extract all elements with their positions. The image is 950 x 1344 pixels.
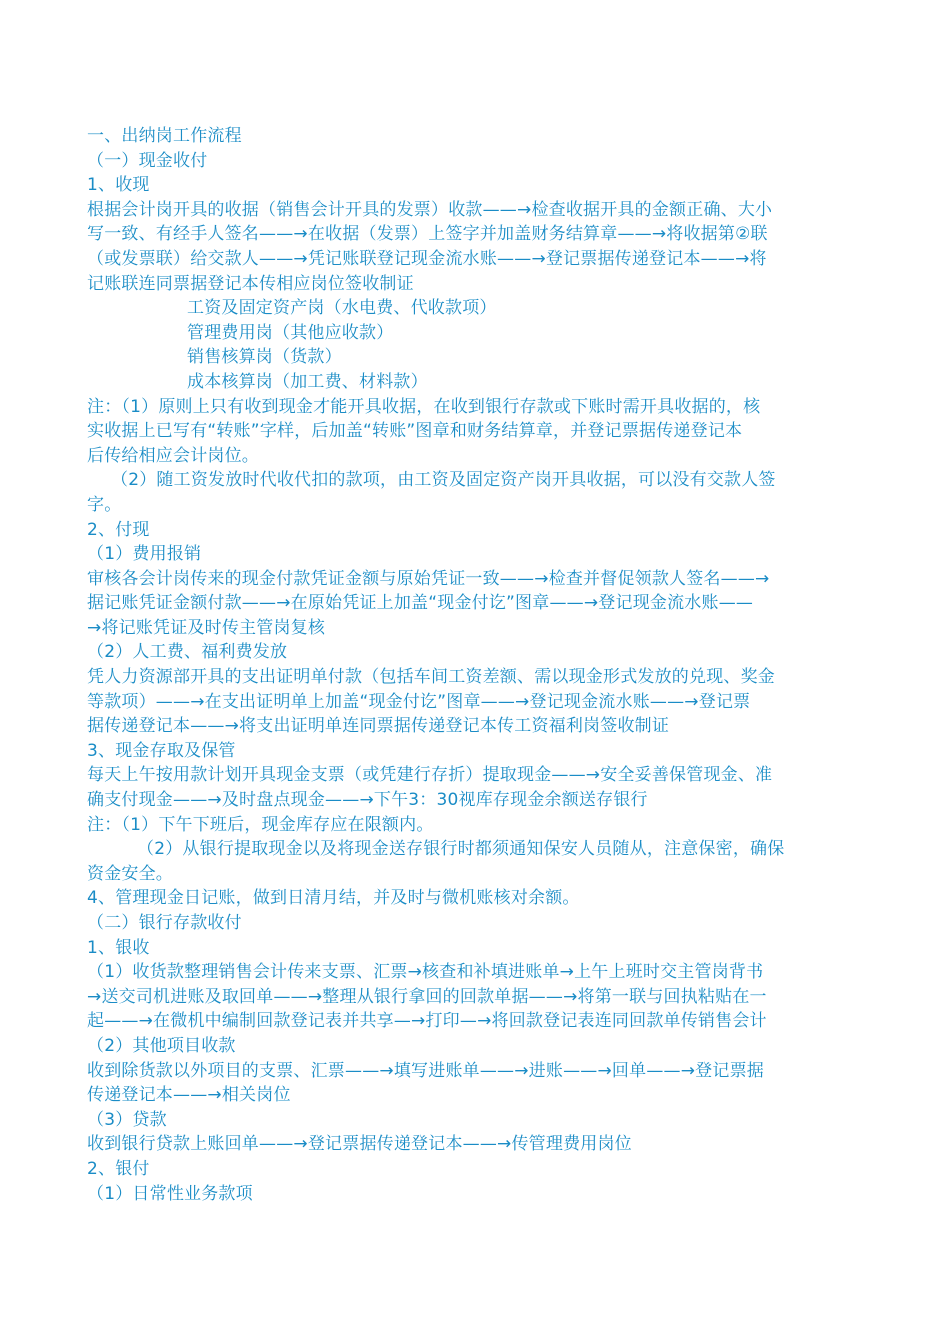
paragraph-line: 收到除货款以外项目的支票、汇票——→填写进账单——→进账——→回单——→登记票据 (87, 1060, 764, 1081)
paragraph-line: 凭人力资源部开具的支出证明单付款（包括车间工资差额、需以现金形式发放的兑现、奖金 (87, 667, 775, 688)
paragraph-line: 每天上午按用款计划开具现金支票（或凭建行存折）提取现金——→安全妥善保管现金、准 (87, 765, 773, 786)
paragraph-line: 据传递登记本——→将支出证明单连同票据传递登记本传工资福利岗签收制证 (87, 716, 670, 737)
subsection-heading: （二）银行存款收付 (87, 913, 242, 933)
item-heading: 2、银付 (87, 1158, 150, 1179)
paragraph-line: 等款项）——→在支出证明单上加盖“现金付讫”图章——→登记现金流水账——→登记票 (87, 691, 751, 712)
paragraph-line: 写一致、有经手人签名——→在收据（发票）上签字并加盖财务结算章——→将收据第②联 (87, 224, 768, 245)
item-heading: 2、付现 (87, 519, 150, 540)
post-list-item: 管理费用岗（其他应收款） (187, 322, 394, 343)
subitem-heading: （3）贷款 (87, 1109, 167, 1130)
post-list-item: 工资及固定资产岗（水电费、代收款项） (187, 298, 497, 319)
note-line: 资金安全。 (87, 863, 173, 884)
paragraph-line: 记账联连同票据登记本传相应岗位签收制证 (87, 273, 414, 294)
paragraph-line: →送交司机进账及取回单——→整理从银行拿回的回款单据——→将第一联与回执粘贴在一 (87, 986, 767, 1007)
post-list-item: 成本核算岗（加工费、材料款） (187, 371, 428, 392)
paragraph-line: 收到银行贷款上账回单——→登记票据传递登记本——→传管理费用岗位 (87, 1134, 632, 1155)
subitem-heading: （1）日常性业务款项 (87, 1183, 253, 1204)
paragraph-line: 据记账凭证金额付款——→在原始凭证上加盖“现金付讫”图章——→登记现金流水账—— (87, 593, 754, 614)
item-heading: 1、银收 (87, 937, 150, 958)
paragraph-line: （1）收货款整理销售会计传来支票、汇票→核查和补填进账单→上午上班时交主管岗背书 (87, 962, 764, 983)
subitem-heading: （2）人工费、福利费发放 (87, 642, 288, 663)
section-heading: 一、出纳岗工作流程 (87, 126, 242, 146)
note-line: 注：（1）原则上只有收到现金才能开具收据，在收到银行存款或下账时需开具收据的，核 (87, 396, 761, 417)
note-line: 注：（1）下午下班后，现金库存应在限额内。 (87, 814, 434, 835)
note-line: 后传给相应会计岗位。 (87, 445, 259, 466)
paragraph-line: 起——→在微机中编制回款登记表并共享—→打印—→将回款登记表连同回款单传销售会计 (87, 1011, 767, 1032)
paragraph-line: →将记账凭证及时传主管岗复核 (87, 617, 326, 638)
note-line: （2）随工资发放时代收代扣的款项，由工资及固定资产岗开具收据，可以没有交款人签 (111, 470, 776, 491)
item-heading: 3、现金存取及保管 (87, 740, 236, 761)
paragraph-line: 传递登记本——→相关岗位 (87, 1085, 291, 1106)
note-line: 实收据上已写有“转账”字样，后加盖“转账”图章和财务结算章，并登记票据传递登记本 (87, 421, 743, 442)
subitem-heading: （1）费用报销 (87, 544, 202, 565)
paragraph-line: 审核各会计岗传来的现金付款凭证金额与原始凭证一致——→检查并督促领款人签名——→ (87, 568, 770, 589)
note-line: 字。 (87, 494, 122, 515)
item-heading: 1、收现 (87, 175, 150, 196)
subsection-heading: （一）现金收付 (87, 150, 208, 171)
document-body (87, 124, 877, 1206)
post-list-item: 销售核算岗（货款） (187, 347, 342, 368)
paragraph-line: 确支付现金——→及时盘点现金——→下午3：30视库存现金余额送存银行 (87, 790, 648, 811)
paragraph-line: （或发票联）给交款人——→凭记账联登记现金流水账——→登记票据传递登记本——→将 (87, 248, 767, 269)
item-heading: 4、管理现金日记账，做到日清月结，并及时与微机账核对余额。 (87, 888, 580, 909)
note-line: （2）从银行提取现金以及将现金送存银行时都须通知保安人员随从，注意保密，确保 (137, 839, 785, 860)
paragraph-line: 根据会计岗开具的收据（销售会计开具的发票）收款——→检查收据开具的金额正确、大小 (87, 199, 773, 220)
subitem-heading: （2）其他项目收款 (87, 1035, 236, 1056)
